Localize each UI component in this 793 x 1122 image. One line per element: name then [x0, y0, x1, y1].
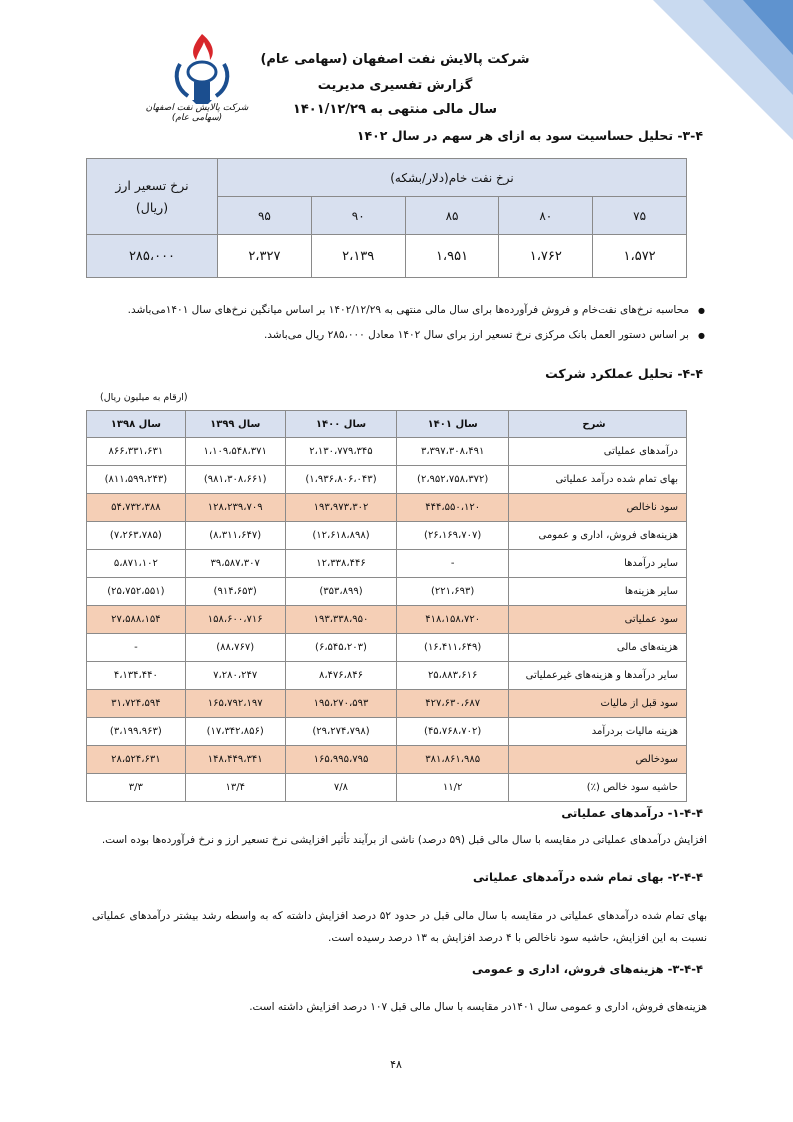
value-cell: ۳/۳ — [87, 774, 186, 802]
table-row — [87, 634, 687, 662]
unit-note: (ارقام به میلیون ریال) — [100, 392, 188, 403]
value-cell: (۶،۵۴۵،۲۰۳) — [285, 634, 397, 662]
section-paragraph: افزایش درآمدهای عملیاتی در مقایسه با سال مالی قبل (۵۹ درصد) ناشی از برآیند تأثیر افزایشی نرخ تسعیر ارز و نرخ فرآورده‌ها بوده است. — [101, 834, 707, 846]
note-item: ● محاسبه نرخ‌های نفت‌خام و فروش فرآورده‌ها برای سال مالی منتهی به ۱۴۰۲/۱۲/۲۹ بر اساس میانگین نرخ‌های سال ۱۴۰۱می‌باشد. — [93, 298, 703, 323]
value-cell: ۱۶۵،۷۹۲،۱۹۷ — [185, 690, 285, 718]
exchange-rate-header — [87, 159, 218, 235]
row-label: حاشیه سود خالص (٪) — [509, 774, 687, 802]
value-cell: ۵،۸۷۱،۱۰۲ — [87, 550, 186, 578]
row-label: سایر درآمدها — [509, 550, 687, 578]
value-cell: ۳۸۱،۸۶۱،۹۸۵ — [397, 746, 509, 774]
performance-table — [86, 410, 687, 802]
value-cell: (۲۲۱،۶۹۳) — [397, 578, 509, 606]
sensitivity-section-title: ۳-۴- تحلیل حساسیت سود به ازای هر سهم در سال ۱۴۰۲ — [356, 128, 703, 143]
value-cell: ۱۴۸،۴۴۹،۳۴۱ — [185, 746, 285, 774]
table-row — [87, 550, 687, 578]
value-cell: (۹۱۴،۶۵۳) — [185, 578, 285, 606]
company-title: شرکت پالایش نفت اصفهان (سهامی عام) — [260, 52, 530, 67]
column-header: شرح — [509, 411, 687, 438]
table-row — [87, 718, 687, 746]
value-cell: (۳،۱۹۹،۹۶۳) — [87, 718, 186, 746]
report-period: سال مالی منتهی به ۱۴۰۱/۱۲/۲۹ — [292, 102, 498, 117]
oil-price-header: نرخ نفت خام(دلار/بشکه) — [218, 159, 687, 197]
value-cell: ۳۱،۷۲۴،۵۹۴ — [87, 690, 186, 718]
column-header: سال ۱۴۰۱ — [397, 411, 509, 438]
value-cell: ۲۸،۵۲۴،۶۳۱ — [87, 746, 186, 774]
logo-caption: شرکت پالایش نفت اصفهان (سهامی عام) — [145, 103, 249, 123]
value-cell: ۱۳/۴ — [185, 774, 285, 802]
value-cell: (۲۹،۲۷۴،۷۹۸) — [285, 718, 397, 746]
value-cell: (۷،۲۶۳،۷۸۵) — [87, 522, 186, 550]
value-cell: (۲،۹۵۲،۷۵۸،۳۷۲) — [397, 466, 509, 494]
table-row — [87, 774, 687, 802]
row-label: هزینه مالیات بردرآمد — [509, 718, 687, 746]
value-cell: - — [87, 634, 186, 662]
section-title: ۱-۴-۴- درآمدهای عملیاتی — [561, 806, 703, 820]
table-row — [87, 438, 687, 466]
row-label: درآمدهای عملیاتی — [509, 438, 687, 466]
performance-section-title: ۴-۴- تحلیل عملکرد شرکت — [545, 366, 703, 381]
row-label: سایر هزینه‌ها — [509, 578, 687, 606]
value-cell: (۴۵،۷۶۸،۷۰۲) — [397, 718, 509, 746]
value-cell: (۸،۳۱۱،۶۴۷) — [185, 522, 285, 550]
exchange-rate-label: نرخ تسعیر ارز — [115, 177, 189, 193]
note-item: ● بر اساس دستور العمل بانک مرکزی نرخ تسعیر ارز برای سال ۱۴۰۲ معادل ۲۸۵،۰۰۰ ریال می‌باشد. — [93, 323, 703, 348]
table-row — [87, 466, 687, 494]
value-cell: (۱۶،۴۱۱،۶۴۹) — [397, 634, 509, 662]
table-row — [87, 606, 687, 634]
value-cell: ۲۷،۵۸۸،۱۵۴ — [87, 606, 186, 634]
report-title: گزارش تفسیری مدیریت — [317, 78, 473, 93]
value-cell: (۲۶،۱۶۹،۷۰۷) — [397, 522, 509, 550]
value-cell: ۴،۱۳۴،۴۴۰ — [87, 662, 186, 690]
section-paragraph: بهای تمام شده درآمدهای عملیاتی در مقایسه با سال مالی قبل در حدود ۵۲ درصد افزایش داشته که به واسطه رشد بیشتر درآمدهای عملیاتی نسبت به این افزایش، حاشیه سود ناخالص با ۴ درصد افزایش به ۱۳ درصد رسیده است. — [92, 910, 707, 944]
eps-value-cell: ۲،۳۲۷ — [218, 235, 312, 278]
page-number: ۴۸ — [390, 1058, 402, 1071]
eps-value-cell: ۲،۱۳۹ — [311, 235, 405, 278]
row-label: بهای تمام شده درآمد عملیاتی — [509, 466, 687, 494]
value-cell: ۸،۴۷۶،۸۴۶ — [285, 662, 397, 690]
table-row — [87, 494, 687, 522]
value-cell: ۸۶۶،۳۳۱،۶۳۱ — [87, 438, 186, 466]
column-header: سال ۱۳۹۸ — [87, 411, 186, 438]
exchange-rate-unit: (ریال) — [135, 199, 169, 215]
value-cell: ۴۱۸،۱۵۸،۷۲۰ — [397, 606, 509, 634]
value-cell: (۱۷،۳۴۲،۸۵۶) — [185, 718, 285, 746]
corner-decoration — [613, 0, 793, 180]
value-cell: ۱۲،۳۳۸،۴۴۶ — [285, 550, 397, 578]
value-cell: ۴۴۴،۵۵۰،۱۲۰ — [397, 494, 509, 522]
value-cell: (۸۸،۷۶۷) — [185, 634, 285, 662]
value-cell: ۱،۱۰۹،۵۴۸،۳۷۱ — [185, 438, 285, 466]
table-row — [87, 578, 687, 606]
row-label: سایر درآمدها و هزینه‌های غیرعملیاتی — [509, 662, 687, 690]
section-title: ۲-۴-۴- بهای تمام شده درآمدهای عملیاتی — [473, 870, 703, 884]
eps-value-cell: ۱،۷۶۲ — [499, 235, 593, 278]
row-label: سود ناخالص — [509, 494, 687, 522]
row-label: سود عملیاتی — [509, 606, 687, 634]
row-label: هزینه‌های فروش، اداری و عمومی — [509, 522, 687, 550]
value-cell: ۷،۲۸۰،۲۴۷ — [185, 662, 285, 690]
value-cell: ۱۹۳،۹۷۳،۳۰۲ — [285, 494, 397, 522]
price-cell: ۷۵ — [593, 197, 687, 235]
value-cell: - — [397, 550, 509, 578]
value-cell: (۸۱۱،۵۹۹،۲۴۳) — [87, 466, 186, 494]
sensitivity-table — [86, 158, 687, 278]
value-cell: ۲،۱۳۰،۷۷۹،۳۴۵ — [285, 438, 397, 466]
exchange-rate-value: ۲۸۵،۰۰۰ — [87, 235, 218, 278]
value-cell: (۲۵،۷۵۲،۵۵۱) — [87, 578, 186, 606]
value-cell: ۷/۸ — [285, 774, 397, 802]
price-cell: ۹۵ — [218, 197, 312, 235]
value-cell: ۵۴،۷۳۲،۳۸۸ — [87, 494, 186, 522]
table-row — [87, 746, 687, 774]
table-row — [87, 690, 687, 718]
value-cell: ۲۵،۸۸۳،۶۱۶ — [397, 662, 509, 690]
price-cell: ۸۰ — [499, 197, 593, 235]
value-cell: ۱۶۵،۹۹۵،۷۹۵ — [285, 746, 397, 774]
value-cell: (۱۲،۶۱۸،۸۹۸) — [285, 522, 397, 550]
value-cell: (۱،۹۳۶،۸۰۶،۰۴۳) — [285, 466, 397, 494]
value-cell: (۳۵۳،۸۹۹) — [285, 578, 397, 606]
row-label: هزینه‌های مالی — [509, 634, 687, 662]
value-cell: ۱۲۸،۲۳۹،۷۰۹ — [185, 494, 285, 522]
value-cell: ۱۹۳،۳۳۸،۹۵۰ — [285, 606, 397, 634]
value-cell: ۱۵۸،۶۰۰،۷۱۶ — [185, 606, 285, 634]
row-label: سودخالص — [509, 746, 687, 774]
row-label: سود قبل از مالیات — [509, 690, 687, 718]
notes-list — [93, 298, 703, 348]
price-cell: ۹۰ — [311, 197, 405, 235]
table-row — [87, 522, 687, 550]
eps-value-cell: ۱،۹۵۱ — [405, 235, 499, 278]
table-row — [87, 662, 687, 690]
value-cell: (۹۸۱،۳۰۸،۶۶۱) — [185, 466, 285, 494]
column-header: سال ۱۳۹۹ — [185, 411, 285, 438]
value-cell: ۱۹۵،۲۷۰،۵۹۳ — [285, 690, 397, 718]
section-title: ۳-۴-۴- هزینه‌های فروش، اداری و عمومی — [471, 962, 703, 976]
value-cell: ۱۱/۲ — [397, 774, 509, 802]
value-cell: ۳۹،۵۸۷،۳۰۷ — [185, 550, 285, 578]
value-cell: ۴۲۷،۶۳۰،۶۸۷ — [397, 690, 509, 718]
value-cell: ۳،۳۹۷،۳۰۸،۴۹۱ — [397, 438, 509, 466]
section-paragraph: هزینه‌های فروش، اداری و عمومی سال ۱۴۰۱در مقایسه با سال مالی قبل ۱۰۷ درصد افزایش داشته است. — [249, 1001, 707, 1013]
column-header: سال ۱۴۰۰ — [285, 411, 397, 438]
price-cell: ۸۵ — [405, 197, 499, 235]
eps-value-cell: ۱،۵۷۲ — [593, 235, 687, 278]
